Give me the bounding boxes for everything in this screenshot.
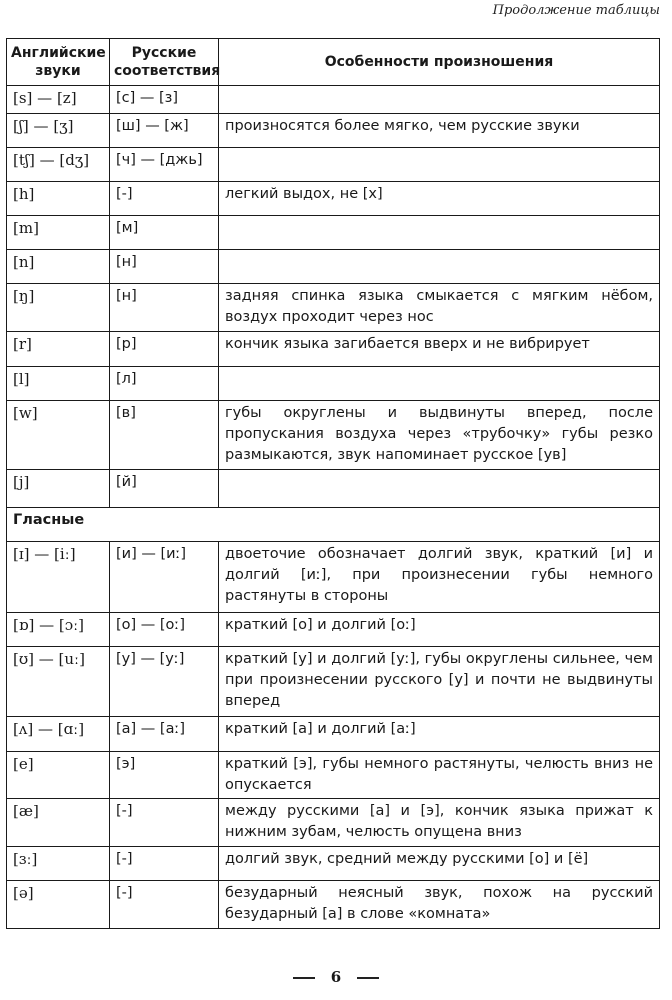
section-title: Гласные [7,508,660,542]
table-row [7,613,660,647]
table-row [7,182,660,216]
column-header-russian: Русские соответствия [110,39,219,86]
cell-english-sound: [l] [7,367,110,401]
cell-pronunciation: между русскими [а] и [э], кончик языка прижат к нижним зубам, челюсть опущена вниз [219,799,660,847]
cell-english-sound: [ɜː] [7,847,110,881]
cell-pronunciation: долгий звук, средний между русскими [о] и [ё] [219,847,660,881]
cell-pronunciation: двоеточие обозначает долгий звук, краткий [и] и долгий [иː], при произнесении губы немного растянуты в стороны [219,542,660,613]
column-header-pronunciation: Особенности произношения [219,39,660,86]
cell-russian-sound: [й] [110,470,219,508]
cell-pronunciation: краткий [о] и долгий [оː] [219,613,660,647]
cell-russian-sound: [ч] — [джь] [110,148,219,182]
table-row [7,881,660,929]
cell-russian-sound: [о] — [оː] [110,613,219,647]
cell-pronunciation: задняя спинка языка смыкается с мягким нёбом, воздух проходит через нос [219,284,660,332]
cell-pronunciation: кончик языка загибается вверх и не вибрирует [219,332,660,367]
cell-russian-sound: [-] [110,847,219,881]
cell-english-sound: [s] — [z] [7,86,110,114]
cell-english-sound: [tʃ] — [dʒ] [7,148,110,182]
table-row [7,367,660,401]
cell-russian-sound: [р] [110,332,219,367]
table-row [7,752,660,799]
cell-pronunciation: краткий [э], губы немного растянуты, челюсть вниз не опускается [219,752,660,799]
cell-russian-sound: [э] [110,752,219,799]
phonetics-table [6,38,660,929]
cell-russian-sound: [а] — [аː] [110,717,219,752]
table-row [7,148,660,182]
table-row [7,717,660,752]
cell-english-sound: [æ] [7,799,110,847]
footer-dash-left [293,977,315,979]
cell-english-sound: [r] [7,332,110,367]
page-footer [0,968,672,986]
cell-english-sound: [h] [7,182,110,216]
cell-pronunciation [219,216,660,250]
continuation-header: Продолжение таблицы [492,3,660,18]
section-row-vowels [7,508,660,542]
table-row [7,332,660,367]
table-row [7,216,660,250]
cell-english-sound: [j] [7,470,110,508]
table-row [7,284,660,332]
cell-english-sound: [w] [7,401,110,470]
cell-english-sound: [m] [7,216,110,250]
cell-russian-sound: [у] — [уː] [110,647,219,717]
cell-english-sound: [ʌ] — [ɑː] [7,717,110,752]
cell-pronunciation: произносятся более мягко, чем русские звуки [219,114,660,148]
cell-pronunciation: краткий [у] и долгий [уː], губы округлены сильнее, чем при произнесении русского [у] и почти не выдвинуты вперед [219,647,660,717]
cell-english-sound: [ɒ] — [ɔː] [7,613,110,647]
cell-russian-sound: [н] [110,250,219,284]
cell-russian-sound: [л] [110,367,219,401]
cell-english-sound: [ŋ] [7,284,110,332]
cell-russian-sound: [-] [110,881,219,929]
column-header-english: Английские звуки [7,39,110,86]
table-row [7,114,660,148]
cell-pronunciation [219,86,660,114]
cell-english-sound: [e] [7,752,110,799]
cell-english-sound: [ʊ] — [uː] [7,647,110,717]
cell-english-sound: [n] [7,250,110,284]
cell-pronunciation [219,148,660,182]
cell-pronunciation [219,367,660,401]
table-row [7,542,660,613]
cell-russian-sound: [-] [110,799,219,847]
cell-pronunciation: легкий выдох, не [х] [219,182,660,216]
table-row [7,86,660,114]
table-row [7,647,660,717]
cell-russian-sound: [н] [110,284,219,332]
cell-russian-sound: [с] — [з] [110,86,219,114]
table-row [7,401,660,470]
table-row [7,250,660,284]
cell-pronunciation: губы округлены и выдвинуты вперед, после пропускания воздуха через «трубочку» губы резко размыкаются, звук напоминает русское [ув] [219,401,660,470]
cell-pronunciation [219,250,660,284]
cell-pronunciation [219,470,660,508]
cell-russian-sound: [и] — [иː] [110,542,219,613]
cell-russian-sound: [в] [110,401,219,470]
cell-english-sound: [ʃ] — [ʒ] [7,114,110,148]
table-row [7,470,660,508]
table-header-row [7,39,660,86]
page-number: 6 [330,968,342,986]
cell-pronunciation: краткий [а] и долгий [аː] [219,717,660,752]
cell-english-sound: [ə] [7,881,110,929]
table-row [7,799,660,847]
cell-pronunciation: безударный неясный звук, похож на русский безударный [а] в слове «комната» [219,881,660,929]
cell-english-sound: [ɪ] — [iː] [7,542,110,613]
table-body [7,86,660,929]
table-row [7,847,660,881]
footer-dash-right [357,977,379,979]
cell-russian-sound: [-] [110,182,219,216]
cell-russian-sound: [ш] — [ж] [110,114,219,148]
cell-russian-sound: [м] [110,216,219,250]
